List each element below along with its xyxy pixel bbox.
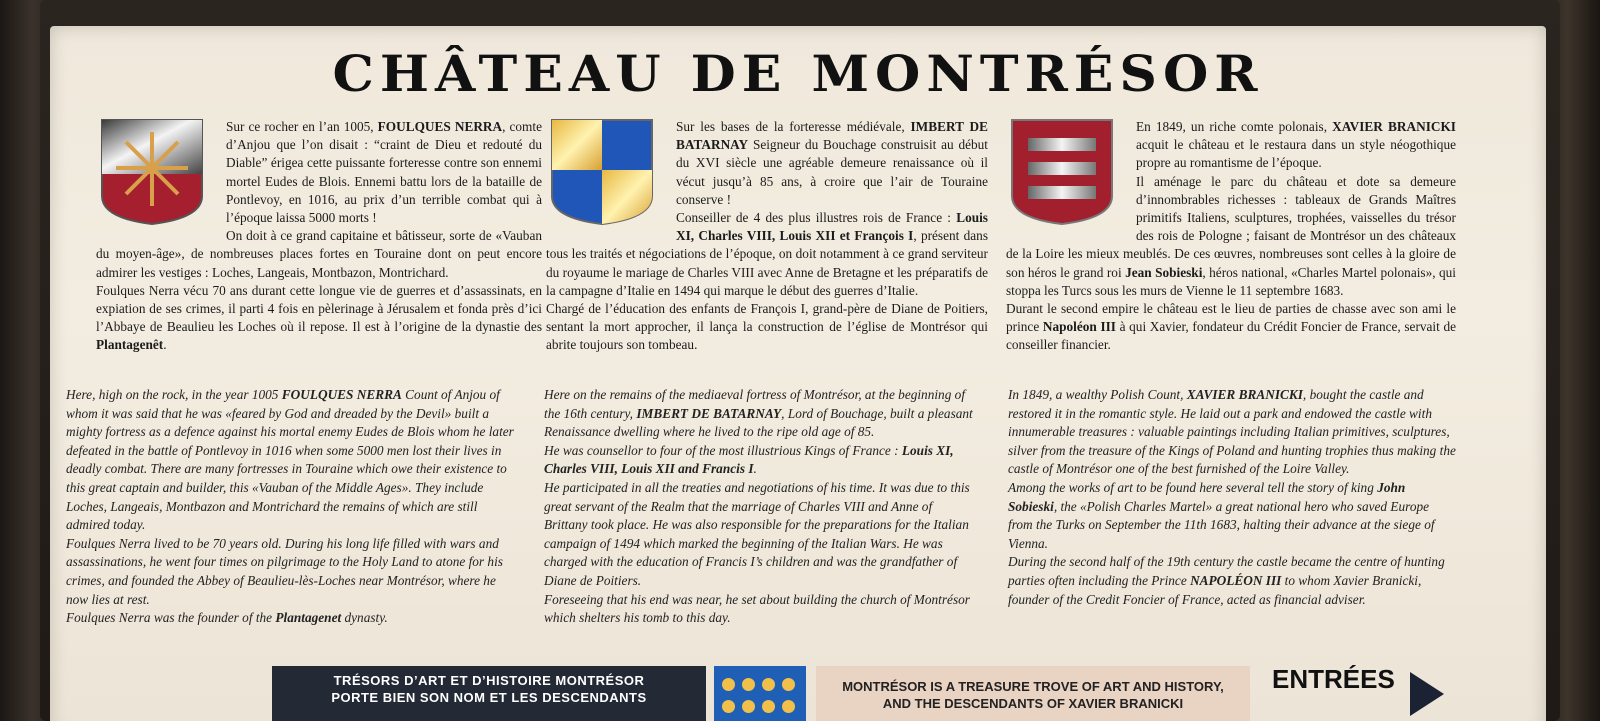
text: Here on the remains of the mediaeval fortress of Montrésor, at the beginning of the 16th century, <box>544 387 966 421</box>
name-bold: XAVIER BRANICKI <box>1186 387 1303 402</box>
text: , the «Polish Charles Martel» a great national hero who saved Europe from the Turks on September the 11th 1683, halting their advance at the siege of Vienna. <box>1008 498 1435 551</box>
paragraph: Foreseeing that his end was near, he set about building the church of Montrésor which shelters his tomb to this day. <box>544 591 970 626</box>
text: to whom Xavier Branicki, founder of the Credit Foncier of France, acted as financial adviser. <box>1008 572 1422 607</box>
text: , présent dans tous les traités et négociations de l’époque, on doit notamment à ce grand serviteur du royaume le mariage de Charles VIII avec Anne de Bretagne et les préparatifs de la campagne d’Italie en 1494 qui marque le début des guerres d’Italie. <box>546 228 989 298</box>
gold-dot <box>782 700 795 713</box>
gold-dot <box>782 678 795 691</box>
banner-line: PORTE BIEN SON NOM ET LES DESCENDANTS <box>331 690 647 705</box>
text: . <box>163 337 167 353</box>
text: acquit le château et le restaura dans un style néogothique propre au romantisme de l’époque. <box>1136 137 1456 171</box>
bottom-banner-blue-emblem <box>714 666 806 721</box>
board-title: CHÂTEAU DE MONTRÉSOR <box>332 45 1264 104</box>
banner-line: TRÉSORS D’ART ET D’HISTOIRE MONTRÉSOR <box>333 673 645 688</box>
name-bold: XAVIER BRANICKI <box>1332 119 1456 134</box>
text: Durant le second empire le château est le lieu de parties de chasse avec son ami le prince <box>1006 301 1456 335</box>
banner-line: AND THE DESCENDANTS OF XAVIER BRANICKI <box>882 696 1184 711</box>
name-bold: Napoléon III <box>1042 319 1116 335</box>
text: , bought the castle and restored it in the romantic style. He laid out a park and endowed the castle with innumerable treasures : valuable paintings including Italian primitives, sculptures, silver from the treasure of the Kings of Poland and hunting trophies thus making the castle of Montrésor one of the best furnished of the Loire Valley. <box>1008 387 1456 477</box>
text: , Lord of Bouchage, built a pleasant Renaissance dwelling where he lived to the ripe old age of 85. <box>544 405 973 440</box>
name-bold: NAPOLÉON III <box>1190 572 1282 588</box>
name-bold: Jean Sobieski <box>1125 264 1203 280</box>
text: Sur les bases de la forteresse médiévale, <box>676 119 911 134</box>
french-column-batarnay <box>546 118 988 355</box>
text: dynasty. <box>341 610 388 626</box>
gold-dot <box>742 700 755 713</box>
gold-dot <box>722 700 735 713</box>
text: Count of Anjou of whom it was said that he was «feared by God and dreaded by the Devil» built a mighty fortress as a defence against his mortal enemy Eudes de Blois whom he later defeated in the battle of Pontlevoy in 1016 when some 5000 men lost their lives in deadly combat. There are many fortresses in Touraine which owe their existence to this great captain and builder, this «Vauban of the Middle Ages». They include Loches, Langeais, Montbazon and Montrichard the remains of which are still admired today. <box>66 387 514 533</box>
text: Il aménage le parc du château et dote sa demeure d’innombrables richesses : tableaux de Grands Maîtres primitifs Italiens, sculptures, trophées, vaisselles du trésor des rois de Pologne ; faisant de Montrésor un des châteaux de la Loire les mieux meublés. De ces œuvres, nombreuses sont celles à la gloire de son héros le grand roi <box>1006 173 1456 280</box>
gold-dot <box>762 700 775 713</box>
french-column-branicki <box>1006 118 1456 355</box>
batarnay-coat-of-arms <box>550 118 662 228</box>
french-column-nerra <box>96 118 542 355</box>
name-bold: Louis XI, Charles VIII, Louis XII et François I <box>676 210 988 244</box>
english-column-nerra <box>66 386 514 628</box>
text: Sur ce rocher en l’an 1005, <box>226 119 378 134</box>
gold-dot <box>762 678 775 691</box>
branicki-coat-of-arms <box>1010 118 1122 228</box>
arrow-right-icon <box>1410 672 1444 716</box>
english-column-branicki <box>1008 386 1456 609</box>
text: During the second half of the 19th century the castle became the centre of hunting parties often including the Prince <box>1008 554 1445 588</box>
information-board <box>50 26 1546 721</box>
name-bold: John Sobieski <box>1008 479 1406 514</box>
gold-dot <box>722 678 735 691</box>
paragraph: Foulques Nerra lived to be 70 years old. During his long life filled with wars and assassinations, he went four times on pilgrimage to the Holy Land to atone for his crimes, and founded the Abbey of Beaulieu-lès-Loches near Montrésor, where he now lies at rest. <box>66 535 503 607</box>
name-bold: FOULQUES NERRA <box>281 387 402 402</box>
text: Conseiller de 4 des plus illustres rois de France : <box>676 210 957 226</box>
text: . <box>753 461 757 477</box>
name-bold: Plantagenet <box>275 610 342 626</box>
name-bold: FOULQUES NERRA <box>377 119 503 134</box>
text: In 1849, a wealthy Polish Count, <box>1008 387 1187 402</box>
banner-line: MONTRÉSOR IS A TREASURE TROVE OF ART AND HISTORY, <box>842 679 1224 694</box>
bottom-banner-english <box>816 666 1250 721</box>
name-bold: IMBERT DE BATARNAY <box>636 405 782 421</box>
name-bold: Louis XI, Charles VIII, Louis XII and Francis I <box>544 442 954 477</box>
name-bold: Plantagenêt <box>96 337 164 353</box>
paragraph: He participated in all the treaties and negotiations of his time. It was due to this great servant of the Realm that the marriage of Charles VIII and Anne of Brittany took place. He was also responsible for the preparations for the Italian campaign of 1494 which marked the beginning of the Italian Wars. He was charged with the education of Francis I’s children and was the grandfather of Diane de Poitiers. <box>544 479 970 588</box>
text: à qui Xavier, fondateur du Crédit Foncier de France, servait de conseiller financier. <box>1006 319 1456 353</box>
text: Here, high on the rock, in the year 1005 <box>66 387 282 402</box>
text: , comte d’Anjou que l’on disait : “craint de Dieu et redouté du Diable” érigea cette puissante forteresse contre son ennemi mortel Eudes de Blois. Ennemi battu lors de la bataille de Pontlevoy, en 1016, au prix d’un terrible combat qui à l’époque laissa 5000 morts ! <box>226 119 543 226</box>
text: Among the works of art to be found here several tell the story of king <box>1008 479 1378 495</box>
bottom-banner-french <box>272 666 706 721</box>
text: Foulques Nerra was the founder of the <box>66 610 276 626</box>
entrees-sign: ENTRÉES <box>1272 664 1395 694</box>
text: , héros national, «Charles Martel polonais», qui stoppa les Turcs sous les murs de Vienne le 11 septembre 1683. <box>1006 264 1456 298</box>
text: Foulques Nerra vécu 70 ans durant cette longue vie de guerres et d’assassinats, en expiation de ses crimes, il parti 4 fois en pèlerinage à Jérusalem et fonda près d’ici l’Abbaye de Beaulieu les Loches où il repose. Il est à l’origine de la dynastie des <box>96 282 542 335</box>
gold-dot <box>742 678 755 691</box>
nerra-coat-of-arms <box>100 118 212 228</box>
english-column-batarnay <box>544 386 976 628</box>
text: Seigneur du Bouchage construisit au début du XVI siècle une agréable demeure renaissance où il vécut jusqu’à 85 ans, à croire que l’air de Touraine conserve ! <box>676 137 988 207</box>
name-bold: IMBERT DE BATARNAY <box>676 119 988 153</box>
paragraph: Chargé de l’éducation des enfants de François I, grand-père de Diane de Poitiers, sentant la mort approcher, il lança la construction de l’église de Montrésor qui abrite toujours son tombeau. <box>546 301 988 353</box>
paragraph: On doit à ce grand capitaine et bâtisseur, sorte de «Vauban du moyen-âge», de nombreuses places fortes en Touraine dont on peut encore admirer les vestiges : Loches, Langeais, Montbazon, Montrichard. <box>96 228 542 280</box>
text: He was counsellor to four of the most illustrious Kings of France : <box>544 442 902 458</box>
text: En 1849, un riche comte polonais, <box>1136 119 1333 134</box>
